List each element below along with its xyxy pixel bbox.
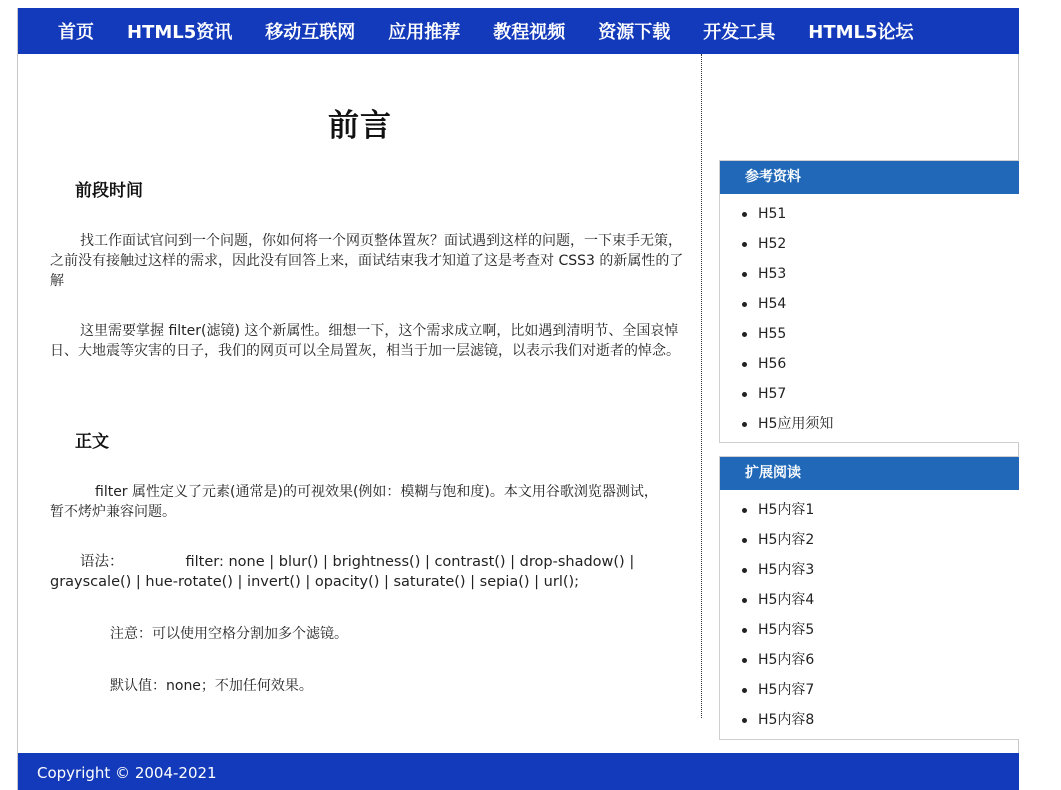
paragraph-filter-definition-text: filter 属性定义了元素(通常是)的可视效果(例如：模糊与饱和度)。本文用谷歌浏览器测试，暂不烤炉兼容问题。 <box>50 484 658 520</box>
extended-reading-panel <box>719 456 1019 740</box>
footer <box>18 753 1019 790</box>
list-item[interactable]: H5内容7 <box>742 675 1019 705</box>
list-item[interactable]: H51 <box>742 199 1019 229</box>
nav-item-mobile-internet[interactable]: 移动互联网 <box>265 22 356 43</box>
paragraph-filter-definition <box>50 482 670 522</box>
article-title: 前言 <box>328 108 392 144</box>
paragraph-syntax <box>50 552 650 592</box>
syntax-value: filter: none | blur() | brightness() | contrast() | drop-shadow() | grayscale() | hue-rotate() | invert() | opacity() | saturate() | sepia() | url(); <box>50 554 635 590</box>
references-list <box>720 194 1019 439</box>
paragraph-filter-need-text: 这里需要掌握 filter(滤镜) 这个新属性。细想一下，这个需求成立啊，比如遇到清明节、全国哀悼日、大地震等灾害的日子，我们的网页可以全局置灰，相当于加一层滤镜，以表示我们对逝者的悼念。 <box>50 323 680 359</box>
list-item[interactable]: H53 <box>742 259 1019 289</box>
list-item[interactable]: H56 <box>742 349 1019 379</box>
list-item[interactable]: H5内容5 <box>742 615 1019 645</box>
nav-item-home[interactable]: 首页 <box>58 22 94 43</box>
section-heading-recent: 前段时间 <box>75 181 143 201</box>
list-item[interactable]: H5应用须知 <box>742 409 1019 439</box>
paragraph-intro-text: 找工作面试官问到一个问题，你如何将一个网页整体置灰？面试遇到这样的问题，一下束手无策，之前没有接触过这样的需求，因此没有回答上来，面试结束我才知道了这是考查对 CSS3 的新属性的了解 <box>50 233 684 289</box>
list-item[interactable]: H5内容4 <box>742 585 1019 615</box>
extended-reading-list <box>720 490 1019 735</box>
paragraph-filter-need <box>50 321 690 361</box>
list-item[interactable]: H57 <box>742 379 1019 409</box>
list-item[interactable]: H5内容6 <box>742 645 1019 675</box>
nav-item-resource-download[interactable]: 资源下载 <box>598 22 671 43</box>
paragraph-intro <box>50 231 690 291</box>
list-item[interactable]: H55 <box>742 319 1019 349</box>
article <box>18 54 702 718</box>
syntax-label: 语法： <box>80 554 124 570</box>
list-item[interactable]: H52 <box>742 229 1019 259</box>
list-item[interactable]: H5内容1 <box>742 495 1019 525</box>
references-panel-title: 参考资料 <box>720 161 1019 194</box>
nav-item-html5-forum[interactable]: HTML5论坛 <box>808 22 914 43</box>
references-panel <box>719 160 1019 443</box>
list-item[interactable]: H5内容8 <box>742 705 1019 735</box>
list-item[interactable]: H5内容2 <box>742 525 1019 555</box>
section-heading-main: 正文 <box>75 432 109 452</box>
paragraph-default: 默认值：none；不加任何效果。 <box>110 678 313 694</box>
paragraph-note: 注意：可以使用空格分割加多个滤镜。 <box>110 626 348 642</box>
nav-item-tutorial-video[interactable]: 教程视频 <box>493 22 566 43</box>
list-item[interactable]: H5内容3 <box>742 555 1019 585</box>
nav-item-html5-news[interactable]: HTML5资讯 <box>127 22 233 43</box>
nav-item-dev-tools[interactable]: 开发工具 <box>703 22 776 43</box>
top-nav <box>18 8 1019 54</box>
nav-item-app-recommend[interactable]: 应用推荐 <box>388 22 461 43</box>
footer-copyright: Copyright © 2004-2021 <box>37 764 217 782</box>
extended-reading-panel-title: 扩展阅读 <box>720 457 1019 490</box>
page-container <box>17 8 1019 790</box>
list-item[interactable]: H54 <box>742 289 1019 319</box>
